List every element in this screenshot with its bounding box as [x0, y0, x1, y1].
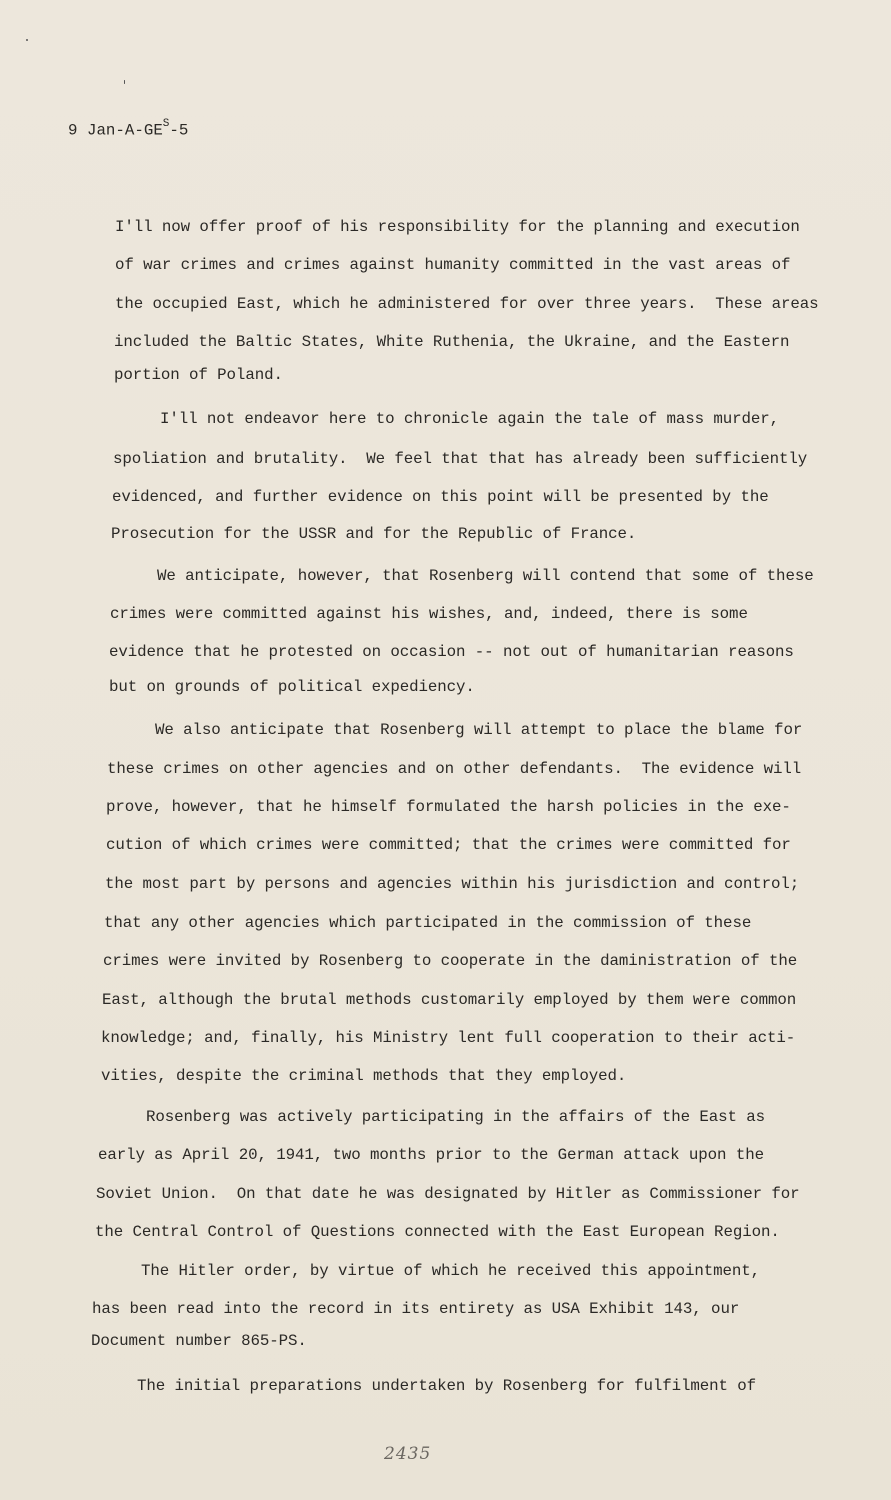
header-suffix: -5: [169, 121, 189, 140]
document-header: [68, 116, 188, 140]
text-line: evidenced, and further evidence on this point will be presented by the: [112, 488, 769, 506]
text-line: the most part by persons and agencies within his jurisdiction and control;: [105, 875, 800, 893]
text-line: Document number 865-PS.: [91, 1332, 307, 1350]
text-line: knowledge; and, finally, his Ministry lent full cooperation to their acti-: [101, 1029, 796, 1047]
text-line: these crimes on other agencies and on other defendants. The evidence will: [107, 760, 802, 778]
text-line: Rosenberg was actively participating in the affairs of the East as: [146, 1108, 766, 1126]
text-line: Soviet Union. On that date he was designated by Hitler as Commissioner for: [96, 1185, 800, 1203]
text-line: the Central Control of Questions connected with the East European Region.: [95, 1223, 780, 1241]
text-line: of war crimes and crimes against humanity committed in the vast areas of: [115, 256, 791, 274]
ink-speck: [124, 80, 125, 84]
header-prefix: 9 Jan-A-GE: [68, 121, 163, 140]
text-line: early as April 20, 1941, two months prior to the German attack upon the: [98, 1146, 764, 1164]
text-line: included the Baltic States, White Ruthenia, the Ukraine, and the Eastern: [114, 333, 790, 351]
text-line: crimes were invited by Rosenberg to cooperate in the daministration of the: [103, 952, 798, 970]
text-line: cution of which crimes were committed; that the crimes were committed for: [106, 836, 791, 854]
header-superscript: S: [162, 118, 170, 130]
ink-speck: [26, 39, 28, 41]
text-line: We also anticipate that Rosenberg will attempt to place the blame for: [155, 721, 803, 739]
text-line: The Hitler order, by virtue of which he received this appointment,: [141, 1262, 761, 1280]
text-line: Prosecution for the USSR and for the Republic of France.: [111, 525, 637, 543]
text-line: prove, however, that he himself formulated the harsh policies in the exe-: [106, 798, 791, 816]
text-line: crimes were committed against his wishes, and, indeed, there is some: [110, 605, 748, 623]
text-line: portion of Poland.: [114, 366, 283, 384]
text-line: has been read into the record in its entirety as USA Exhibit 143, our: [92, 1300, 740, 1318]
page-number: 2435: [384, 1444, 432, 1464]
text-line: East, although the brutal methods customarily employed by them were common: [102, 991, 797, 1009]
text-line: The initial preparations undertaken by Rosenberg for fulfilment of: [137, 1377, 757, 1395]
text-line: I'll now offer proof of his responsibility for the planning and execution: [115, 218, 800, 236]
text-line: but on grounds of political expediency.: [109, 678, 475, 696]
text-line: We anticipate, however, that Rosenberg will contend that some of these: [157, 567, 814, 585]
text-line: evidence that he protested on occasion -- not out of humanitarian reasons: [109, 643, 794, 661]
text-line: vities, despite the criminal methods that they employed.: [101, 1067, 627, 1085]
text-line: the occupied East, which he administered for over three years. These areas: [115, 295, 819, 313]
text-line: that any other agencies which participated in the commission of these: [104, 914, 752, 932]
text-line: I'll not endeavor here to chronicle again the tale of mass murder,: [160, 410, 780, 428]
text-line: spoliation and brutality. We feel that that has already been sufficiently: [113, 450, 808, 468]
